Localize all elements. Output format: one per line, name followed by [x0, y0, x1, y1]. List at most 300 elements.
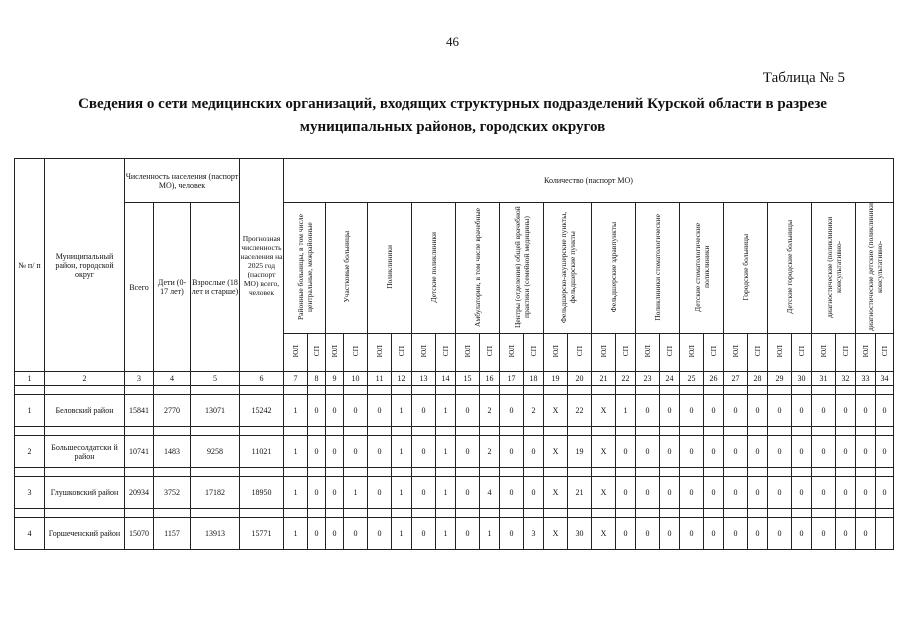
- count-cell: 0: [326, 395, 344, 427]
- population-total: 10741: [125, 436, 154, 468]
- table-row: [15, 436, 894, 468]
- spacer-cell: [636, 468, 660, 477]
- count-cell: 0: [724, 436, 748, 468]
- count-cell: 1: [392, 395, 412, 427]
- column-number: 15: [456, 372, 480, 386]
- count-cell: 0: [836, 477, 856, 509]
- spacer-cell: [748, 468, 768, 477]
- count-cell: 3: [524, 518, 544, 550]
- spacer-cell: [412, 386, 436, 395]
- spacer-cell: [308, 386, 326, 395]
- count-cell: 0: [660, 436, 680, 468]
- header-yul: [544, 334, 568, 372]
- column-number: 8: [308, 372, 326, 386]
- spacer-cell: [240, 509, 284, 518]
- spacer-cell: [568, 386, 592, 395]
- spacer-cell: [191, 468, 240, 477]
- header-sp-label: СП: [485, 346, 494, 357]
- count-cell: 0: [704, 477, 724, 509]
- spacer-cell: [191, 509, 240, 518]
- count-cell: 0: [616, 518, 636, 550]
- spacer-cell: [812, 509, 836, 518]
- header-type-label: Амбулатории, в том числе врачебные: [473, 207, 482, 327]
- population-adults: 13913: [191, 518, 240, 550]
- header-quantity-group: Количество (паспорт МО): [284, 159, 894, 203]
- column-number: 24: [660, 372, 680, 386]
- count-cell: 0: [344, 395, 368, 427]
- spacer-cell: [436, 427, 456, 436]
- header-sp: [876, 334, 894, 372]
- count-cell: 0: [660, 518, 680, 550]
- count-cell: 0: [500, 518, 524, 550]
- header-type-4: [412, 203, 456, 334]
- header-sp-label: СП: [665, 346, 674, 357]
- spacer-cell: [456, 427, 480, 436]
- spacer-cell: [15, 427, 45, 436]
- count-cell: 0: [412, 518, 436, 550]
- population-forecast: 18950: [240, 477, 284, 509]
- header-type-6: [500, 203, 544, 334]
- column-number: 14: [436, 372, 456, 386]
- population-adults: 9258: [191, 436, 240, 468]
- header-yul-label: ЮЛ: [291, 345, 300, 358]
- header-district: Муниципальный район, городской округ: [45, 159, 125, 372]
- spacer-cell: [154, 509, 191, 518]
- population-children: 1157: [154, 518, 191, 550]
- spacer-cell: [524, 509, 544, 518]
- header-yul-label: ЮЛ: [731, 345, 740, 358]
- spacer-cell: [191, 386, 240, 395]
- count-cell: 0: [326, 436, 344, 468]
- spacer-cell: [524, 468, 544, 477]
- spacer-cell: [616, 509, 636, 518]
- count-cell: 0: [636, 477, 660, 509]
- count-cell: 1: [392, 518, 412, 550]
- district-name: Большесолдатски й район: [45, 436, 125, 468]
- count-cell: 0: [412, 436, 436, 468]
- header-sp: [392, 334, 412, 372]
- count-cell: 0: [856, 518, 876, 550]
- count-cell: 0: [724, 518, 748, 550]
- spacer-cell: [412, 468, 436, 477]
- spacer-cell: [392, 386, 412, 395]
- header-sp-label: СП: [841, 346, 850, 357]
- count-cell: 0: [344, 518, 368, 550]
- header-type-7: [544, 203, 592, 334]
- spacer-cell: [704, 427, 724, 436]
- spacer-cell: [15, 468, 45, 477]
- count-cell: 0: [792, 395, 812, 427]
- column-number: 29: [768, 372, 792, 386]
- spacer-cell: [308, 468, 326, 477]
- table-row: [15, 395, 894, 427]
- district-name: Глушковский район: [45, 477, 125, 509]
- spacer-cell: [15, 509, 45, 518]
- count-cell: 0: [344, 436, 368, 468]
- spacer-cell: [544, 427, 568, 436]
- header-type-label: Участковые больницы: [342, 231, 351, 303]
- count-cell: 0: [792, 518, 812, 550]
- header-yul: [768, 334, 792, 372]
- column-number: 10: [344, 372, 368, 386]
- spacer-cell: [456, 468, 480, 477]
- count-cell: 0: [724, 477, 748, 509]
- count-cell: Х: [592, 395, 616, 427]
- spacer-cell: [500, 386, 524, 395]
- header-type-8: [592, 203, 636, 334]
- spacer-cell: [480, 427, 500, 436]
- spacer-cell: [500, 427, 524, 436]
- spacer-cell: [660, 386, 680, 395]
- column-number: 6: [240, 372, 284, 386]
- spacer-cell: [724, 509, 748, 518]
- spacer-cell: [45, 386, 125, 395]
- header-sp-label: СП: [441, 346, 450, 357]
- spacer-cell: [592, 509, 616, 518]
- header-yul-label: ЮЛ: [819, 345, 828, 358]
- spacer-cell: [191, 427, 240, 436]
- spacer-cell: [412, 427, 436, 436]
- spacer-cell: [368, 468, 392, 477]
- spacer-cell: [724, 427, 748, 436]
- population-children: 2770: [154, 395, 191, 427]
- header-yul-label: ЮЛ: [687, 345, 696, 358]
- spacer-cell: [792, 468, 812, 477]
- count-cell: Х: [592, 477, 616, 509]
- spacer-cell: [412, 509, 436, 518]
- column-number: 23: [636, 372, 660, 386]
- column-number: 25: [680, 372, 704, 386]
- count-cell: 0: [368, 518, 392, 550]
- spacer-cell: [876, 386, 894, 395]
- spacer-cell: [704, 509, 724, 518]
- count-cell: 1: [284, 518, 308, 550]
- count-cell: 0: [326, 518, 344, 550]
- header-yul: [812, 334, 836, 372]
- row-spacer: [15, 468, 894, 477]
- spacer-cell: [240, 427, 284, 436]
- spacer-cell: [284, 468, 308, 477]
- spacer-cell: [368, 386, 392, 395]
- header-yul-label: ЮЛ: [463, 345, 472, 358]
- column-number: 27: [724, 372, 748, 386]
- count-cell: 0: [704, 518, 724, 550]
- count-cell: 0: [812, 477, 836, 509]
- count-cell: 0: [500, 395, 524, 427]
- spacer-cell: [456, 386, 480, 395]
- count-cell: 0: [856, 436, 876, 468]
- spacer-cell: [524, 386, 544, 395]
- count-cell: 0: [308, 518, 326, 550]
- row-number: 2: [15, 436, 45, 468]
- spacer-cell: [768, 427, 792, 436]
- district-name: Горшеченский район: [45, 518, 125, 550]
- row-number: 3: [15, 477, 45, 509]
- spacer-cell: [836, 427, 856, 436]
- spacer-cell: [524, 427, 544, 436]
- spacer-cell: [284, 386, 308, 395]
- count-cell: Х: [592, 518, 616, 550]
- count-cell: 1: [284, 436, 308, 468]
- header-forecast: Прогнозная численность населения на 2025 год (паспорт МО) всего, человек: [240, 159, 284, 372]
- header-yul: [856, 334, 876, 372]
- count-cell: 0: [704, 395, 724, 427]
- count-cell: 0: [748, 395, 768, 427]
- spacer-cell: [636, 509, 660, 518]
- spacer-cell: [724, 468, 748, 477]
- spacer-cell: [240, 386, 284, 395]
- spacer-cell: [592, 468, 616, 477]
- header-yul-label: ЮЛ: [419, 345, 428, 358]
- count-cell: 0: [812, 518, 836, 550]
- spacer-cell: [326, 386, 344, 395]
- header-type-12: [768, 203, 812, 334]
- row-spacer: [15, 386, 894, 395]
- header-yul: [724, 334, 748, 372]
- spacer-cell: [326, 427, 344, 436]
- header-yul: [680, 334, 704, 372]
- header-sp: [616, 334, 636, 372]
- spacer-cell: [680, 386, 704, 395]
- spacer-cell: [500, 468, 524, 477]
- count-cell: 0: [768, 518, 792, 550]
- spacer-cell: [636, 386, 660, 395]
- header-yul-label: ЮЛ: [861, 345, 870, 358]
- spacer-cell: [392, 509, 412, 518]
- header-sp: [480, 334, 500, 372]
- column-number: 16: [480, 372, 500, 386]
- population-children: 3752: [154, 477, 191, 509]
- spacer-cell: [568, 509, 592, 518]
- count-cell: 19: [568, 436, 592, 468]
- column-number: 3: [125, 372, 154, 386]
- header-type-label: Районные больницы, в том числе центральные, межрайонные: [295, 214, 314, 321]
- spacer-cell: [680, 468, 704, 477]
- header-type-5: [456, 203, 500, 334]
- header-type-14: [856, 203, 894, 334]
- count-cell: 0: [636, 518, 660, 550]
- spacer-cell: [154, 386, 191, 395]
- spacer-cell: [436, 386, 456, 395]
- count-cell: 0: [768, 395, 792, 427]
- count-cell: 0: [680, 395, 704, 427]
- column-number: 33: [856, 372, 876, 386]
- spacer-cell: [326, 509, 344, 518]
- spacer-cell: [368, 509, 392, 518]
- spacer-cell: [125, 468, 154, 477]
- spacer-cell: [748, 427, 768, 436]
- count-cell: 0: [856, 395, 876, 427]
- spacer-cell: [154, 427, 191, 436]
- count-cell: 0: [660, 395, 680, 427]
- count-cell: 0: [768, 477, 792, 509]
- header-type-1: [284, 203, 326, 334]
- header-yul-label: ЮЛ: [643, 345, 652, 358]
- count-cell: 1: [392, 436, 412, 468]
- spacer-cell: [704, 468, 724, 477]
- spacer-cell: [544, 468, 568, 477]
- spacer-cell: [812, 386, 836, 395]
- count-cell: 1: [392, 477, 412, 509]
- header-type-label: Фельдшерские здравпункты: [609, 221, 618, 313]
- spacer-cell: [748, 386, 768, 395]
- header-type-13: [812, 203, 856, 334]
- spacer-cell: [456, 509, 480, 518]
- count-cell: 0: [326, 477, 344, 509]
- count-cell: 1: [284, 477, 308, 509]
- spacer-cell: [616, 468, 636, 477]
- header-type-label: Поликлиники: [385, 245, 394, 289]
- document-title: [30, 93, 875, 139]
- count-cell: 1: [284, 395, 308, 427]
- title-line-2: муниципальных районов, городских округов: [299, 119, 606, 135]
- header-sp-label: СП: [753, 346, 762, 357]
- spacer-cell: [284, 509, 308, 518]
- column-number: 4: [154, 372, 191, 386]
- header-children: Дети (0- 17 лет): [154, 203, 191, 372]
- spacer-cell: [836, 468, 856, 477]
- header-sp: [704, 334, 724, 372]
- spacer-cell: [344, 427, 368, 436]
- count-cell: Х: [544, 518, 568, 550]
- count-cell: 0: [748, 436, 768, 468]
- spacer-cell: [392, 468, 412, 477]
- spacer-cell: [768, 468, 792, 477]
- column-number: 22: [616, 372, 636, 386]
- population-adults: 17182: [191, 477, 240, 509]
- count-cell: Х: [544, 477, 568, 509]
- spacer-cell: [125, 386, 154, 395]
- header-yul-label: ЮЛ: [599, 345, 608, 358]
- header-type-9: [636, 203, 680, 334]
- table-row: [15, 477, 894, 509]
- count-cell: 0: [412, 477, 436, 509]
- count-cell: 0: [680, 477, 704, 509]
- population-forecast: 11021: [240, 436, 284, 468]
- spacer-cell: [284, 427, 308, 436]
- spacer-cell: [856, 468, 876, 477]
- count-cell: 0: [636, 395, 660, 427]
- count-cell: 0: [812, 395, 836, 427]
- row-spacer: [15, 509, 894, 518]
- count-cell: 1: [616, 395, 636, 427]
- count-cell: 0: [792, 436, 812, 468]
- spacer-cell: [240, 468, 284, 477]
- header-total: Всего: [125, 203, 154, 372]
- spacer-cell: [15, 386, 45, 395]
- count-cell: 0: [616, 436, 636, 468]
- spacer-cell: [812, 427, 836, 436]
- header-sp: [660, 334, 680, 372]
- header-type-label: диагностические детские (поликлиники консультативно-: [865, 203, 884, 331]
- count-cell: 0: [368, 395, 392, 427]
- spacer-cell: [45, 427, 125, 436]
- spacer-cell: [680, 509, 704, 518]
- header-yul: [412, 334, 436, 372]
- spacer-cell: [592, 386, 616, 395]
- spacer-cell: [856, 509, 876, 518]
- count-cell: 0: [500, 436, 524, 468]
- count-cell: 0: [524, 436, 544, 468]
- header-type-11: [724, 203, 768, 334]
- count-cell: 0: [724, 395, 748, 427]
- count-cell: 0: [368, 477, 392, 509]
- spacer-cell: [480, 509, 500, 518]
- header-sp: [836, 334, 856, 372]
- count-cell: 1: [436, 436, 456, 468]
- column-number: 7: [284, 372, 308, 386]
- count-cell: Х: [544, 436, 568, 468]
- count-cell: [876, 518, 894, 550]
- header-sp: [344, 334, 368, 372]
- spacer-cell: [392, 427, 412, 436]
- spacer-cell: [480, 386, 500, 395]
- count-cell: 0: [660, 477, 680, 509]
- count-cell: 0: [636, 436, 660, 468]
- header-yul-label: ЮЛ: [330, 345, 339, 358]
- header-type-label: Городские больницы: [741, 233, 750, 301]
- spacer-cell: [876, 509, 894, 518]
- header-yul-label: ЮЛ: [507, 345, 516, 358]
- spacer-cell: [660, 468, 680, 477]
- column-number: 2: [45, 372, 125, 386]
- count-cell: 0: [456, 518, 480, 550]
- spacer-cell: [344, 386, 368, 395]
- count-cell: 0: [836, 518, 856, 550]
- column-number: 31: [812, 372, 836, 386]
- count-cell: 2: [480, 436, 500, 468]
- column-number: 18: [524, 372, 544, 386]
- population-total: 15070: [125, 518, 154, 550]
- count-cell: 0: [768, 436, 792, 468]
- header-yul-label: ЮЛ: [775, 345, 784, 358]
- spacer-cell: [616, 386, 636, 395]
- count-cell: 21: [568, 477, 592, 509]
- spacer-cell: [812, 468, 836, 477]
- count-cell: 0: [368, 436, 392, 468]
- population-total: 20934: [125, 477, 154, 509]
- header-type-label: Детские стоматологические поликлиники: [692, 222, 711, 312]
- header-type-10: [680, 203, 724, 334]
- column-number: 12: [392, 372, 412, 386]
- header-sp-label: СП: [351, 346, 360, 357]
- header-sp-label: СП: [529, 346, 538, 357]
- header-yul: [368, 334, 392, 372]
- count-cell: 0: [856, 477, 876, 509]
- spacer-cell: [436, 468, 456, 477]
- column-number: 32: [836, 372, 856, 386]
- count-cell: 4: [480, 477, 500, 509]
- header-type-3: [368, 203, 412, 334]
- count-cell: 0: [836, 436, 856, 468]
- spacer-cell: [792, 509, 812, 518]
- spacer-cell: [616, 427, 636, 436]
- header-sp-label: СП: [797, 346, 806, 357]
- header-population-group: Численность населения (паспорт МО), человек: [125, 159, 240, 203]
- count-cell: 0: [412, 395, 436, 427]
- spacer-cell: [836, 509, 856, 518]
- header-type-label: Детские поликлиники: [429, 231, 438, 303]
- count-cell: 0: [876, 395, 894, 427]
- spacer-cell: [326, 468, 344, 477]
- count-cell: 1: [436, 518, 456, 550]
- header-sp-label: СП: [575, 346, 584, 357]
- spacer-cell: [768, 509, 792, 518]
- spacer-cell: [724, 386, 748, 395]
- spacer-cell: [876, 427, 894, 436]
- count-cell: 0: [748, 518, 768, 550]
- header-type-label: Поликлиники стоматологические: [653, 213, 662, 321]
